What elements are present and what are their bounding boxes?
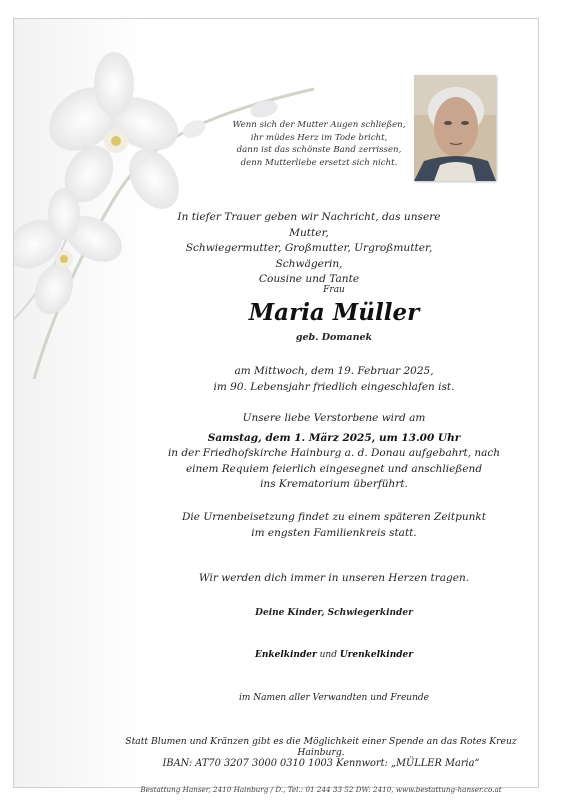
funeral-lead: Unsere liebe Verstorbene wird am [242,412,426,424]
announcement-intro [164,210,454,288]
funeral-line: in der Friedhofskirche Hainburg a. d. Donau aufgebahrt, nach [167,447,501,459]
funeral-line: einem Requiem feierlich eingesegnet und anschließend [185,462,483,475]
urn-line: Die Urnenbeisetzung findet zu einem späteren Zeitpunkt [182,511,486,523]
mourners-grandchildren [164,648,504,664]
motto: Wir werden dich immer in unseren Herzen tragen. [198,572,470,584]
urn-burial [164,510,504,541]
parte-card [13,18,539,794]
salutation: Frau [323,285,345,295]
grandchildren-label: Enkelkinder [254,650,317,660]
death-notice-line: am Mittwoch, dem 19. Februar 2025, [234,365,434,377]
portrait-photo [414,75,496,181]
intro-line: Cousine und Tante [258,273,360,286]
donation-iban: IBAN: AT70 3207 3000 0310 1003 Kennwort: „MÜLLER Maria“ [162,758,480,769]
mourners-children: Deine Kinder, Schwiegerkinder [255,608,413,618]
funeral-date: Samstag, dem 1. März 2025, um 13.00 Uhr [207,431,461,444]
great-grandchildren-label: Urenkelkinder [339,650,414,660]
birth-name: geb. Domanek [295,332,373,343]
poem-line: dann ist das schönste Band zerrissen, [236,145,402,156]
poem-line: denn Mutterliebe ersetzt sich nicht. [240,157,398,168]
poem [214,119,424,169]
funeral-line: ins Krematorium überführt. [260,478,408,490]
undertaker-info: Bestattung Hanser, 2410 Hainburg / D., Tel.: 01 244 33 52 DW: 2410, www.bestattung-hanser.co.at [140,785,502,794]
conjunction: und [316,650,340,660]
urn-line: im engsten Familienkreis statt. [251,526,417,539]
death-notice [164,364,504,395]
intro-line: In tiefer Trauer geben wir Nachricht, das unsere Mutter, [177,211,441,239]
deceased-name: Maria Müller [248,299,420,326]
intro-line: Schwiegermutter, Großmutter, Urgroßmutter, Schwägerin, [185,242,433,270]
death-notice-line: im 90. Lebensjahr friedlich eingeschlafen ist. [213,380,455,393]
funeral-details [164,411,504,493]
poem-line: Wenn sich der Mutter Augen schließen, [232,120,406,130]
mourners-relatives: im Namen aller Verwandten und Freunde [239,693,429,703]
donation-note: Statt Blumen und Kränzen gibt es die Möglichkeit einer Spende an das Rotes Kreuz Hainburg. [125,736,517,758]
poem-line: ihr müdes Herz im Tode bricht, [250,132,388,143]
